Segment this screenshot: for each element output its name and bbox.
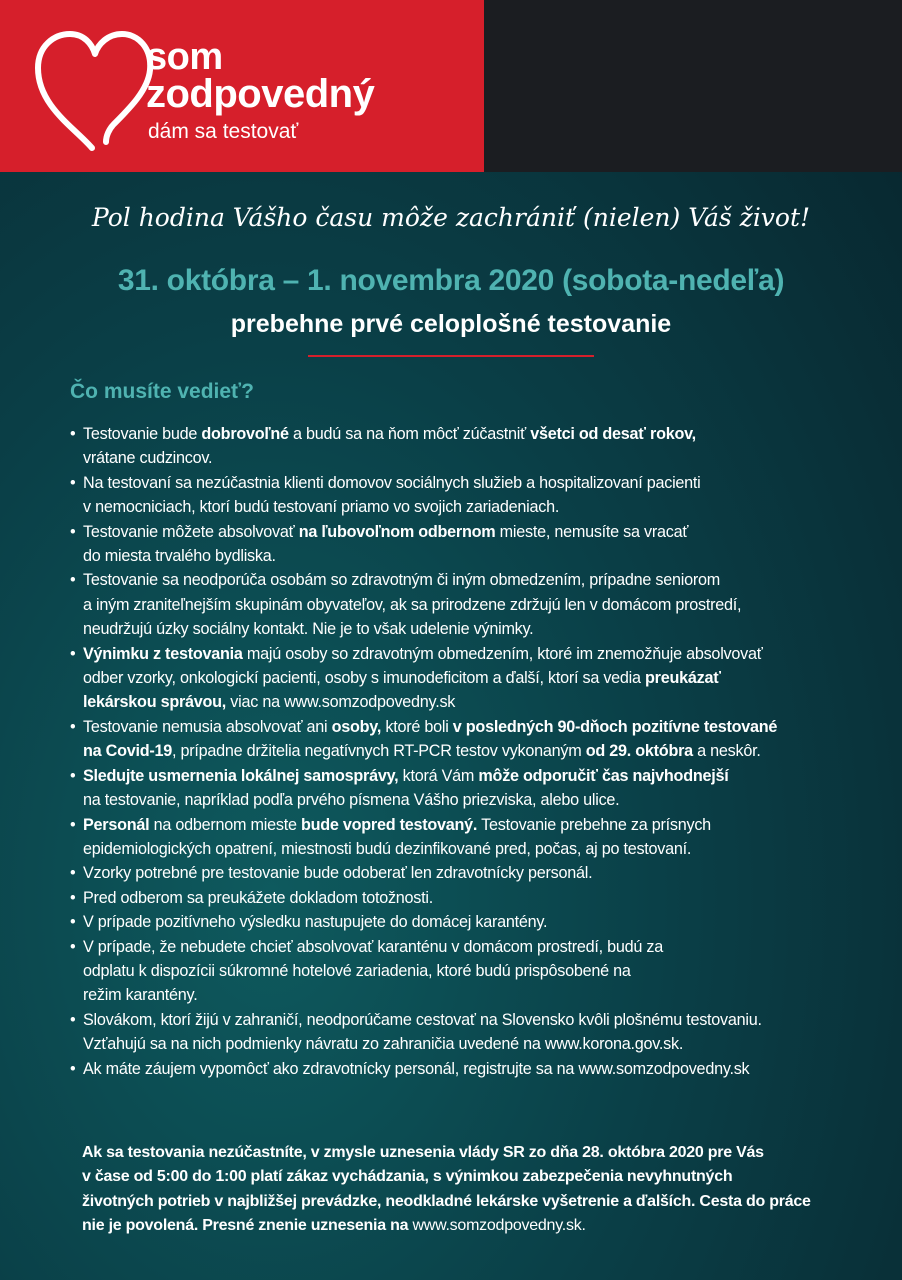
brand-tagline: dám sa testovať	[148, 120, 299, 143]
text-line	[83, 813, 840, 837]
text-run: Testovanie bude	[83, 425, 202, 443]
divider	[308, 355, 594, 357]
slogan: Pol hodina Vášho času môže zachrániť (nielen) Váš život!	[91, 203, 811, 232]
bullet-item	[70, 935, 840, 1008]
text-run: a neskôr.	[692, 742, 761, 761]
text-run: odber vzorky, onkologickí pacienti, osoby s imunodeficitom a ďalší, ktorí sa vedia	[83, 669, 646, 688]
section-heading: Čo musíte vedieť?	[70, 380, 254, 403]
bullet-item	[70, 568, 840, 641]
bold-text: lekárskou správou,	[83, 693, 227, 712]
text-line	[83, 983, 840, 1007]
bold-text: od 29. októbra	[585, 742, 693, 761]
bold-text: na ľubovoľnom odbernom	[298, 522, 496, 541]
text-run: Testovanie sa neodporúča osobám so zdravotným či iným obmedzením, prípadne seniorom	[83, 571, 720, 590]
text-run: režim karantény.	[83, 986, 198, 1005]
text-run: odplatu k dispozícii súkromné hotelové zariadenia, ktoré budú prispôsobené na	[83, 961, 631, 980]
text-run: Slovákom, ktorí žijú v zahraničí, neodporúčame cestovať na Slovensko kvôli plošnému testovaniu.	[83, 1010, 762, 1029]
text-run: , prípadne držitelia negatívnych RT-PCR testov vykonaným	[172, 742, 586, 761]
text-line	[82, 1214, 852, 1238]
text-run: Pred odberom sa preukážete dokladom totožnosti.	[83, 888, 433, 907]
brand-name-line2: zodpovedný	[146, 72, 375, 116]
bullet-item	[70, 764, 840, 813]
text-run: www.somzodpovedny.sk.	[412, 1217, 586, 1235]
bold-text: osoby,	[331, 717, 382, 736]
bullet-item	[70, 520, 840, 569]
text-line	[83, 495, 840, 519]
text-line	[83, 764, 840, 788]
text-line	[83, 1057, 840, 1081]
bold-text: na Covid-19	[83, 742, 173, 761]
text-line	[83, 617, 840, 641]
bullet-item	[70, 471, 840, 520]
bullet-item	[70, 861, 840, 885]
text-run: ktorá Vám	[398, 766, 479, 785]
text-line	[83, 690, 840, 714]
text-line	[82, 1141, 852, 1165]
text-line	[83, 837, 840, 861]
text-run: životných potrieb v najbližšej prevádzke, neodkladné lekárske vyšetrenie a ďalších. Cesta do práce	[82, 1192, 811, 1210]
info-bullet-list	[70, 422, 840, 1081]
text-line	[83, 788, 840, 812]
text-line	[83, 446, 840, 470]
text-line	[83, 1032, 840, 1056]
text-line	[83, 422, 840, 446]
text-run: Vzorky potrebné pre testovanie bude odoberať len zdravotnícky personál.	[83, 864, 593, 883]
text-run: majú osoby so zdravotným obmedzením, ktoré im znemožňuje absolvovať	[242, 644, 763, 663]
text-line	[83, 471, 840, 495]
text-run: Testovanie nemusia absolvovať ani	[83, 717, 332, 736]
text-line	[83, 935, 840, 959]
bullet-item	[70, 1008, 840, 1057]
text-run: nie je povolená. Presné znenie uznesenia na	[82, 1217, 413, 1235]
testing-date: 31. októbra – 1. novembra 2020 (sobota-nedeľa)	[117, 264, 785, 297]
curfew-notice	[82, 1141, 852, 1239]
text-line	[83, 715, 840, 739]
text-line	[83, 959, 840, 983]
text-run: mieste, nemusíte sa vracať	[495, 522, 689, 541]
text-line	[83, 886, 840, 910]
bullet-item	[70, 886, 840, 910]
text-run: Na testovaní sa nezúčastnia klienti domovov sociálnych služieb a hospitalizovaní pacienti	[83, 473, 701, 492]
text-run: ktoré boli	[381, 717, 453, 736]
text-run: do miesta trvalého bydliska.	[83, 547, 276, 566]
text-run: V prípade, že nebudete chcieť absolvovať karanténu v domácom prostredí, budú za	[83, 937, 664, 956]
text-line	[83, 910, 840, 934]
bold-text: všetci od desať rokov,	[530, 425, 696, 443]
text-line	[83, 861, 840, 885]
text-line	[83, 593, 840, 617]
text-run: v čase od 5:00 do 1:00 platí zákaz vychádzania, s výnimkou zabezpečenia nevyhnutných	[82, 1168, 733, 1186]
bold-text: bude vopred testovaný.	[300, 815, 478, 834]
text-run: Vzťahujú sa na nich podmienky návratu zo zahraničia uvedené na www.korona.gov.sk.	[83, 1035, 684, 1054]
bullet-item	[70, 910, 840, 934]
text-line	[83, 666, 840, 690]
text-run: a iným zraniteľnejším skupinám obyvateľov, ak sa prirodzene zdržujú len v domácom prostredí,	[83, 595, 742, 614]
text-run: Testovanie môžete absolvovať	[83, 522, 299, 541]
text-line	[83, 520, 840, 544]
text-line	[83, 568, 840, 592]
bullet-item	[70, 715, 840, 764]
bold-text: preukázať	[645, 669, 721, 688]
text-line	[83, 642, 840, 666]
headline-subtitle: prebehne prvé celoplošné testovanie	[230, 310, 672, 338]
text-run: v nemocniciach, ktorí budú testovaní priamo vo svojich zariadeniach.	[83, 498, 560, 517]
bold-text: dobrovoľné	[201, 425, 289, 443]
bold-text: v posledných 90-dňoch pozitívne testované	[452, 717, 778, 736]
text-run: Ak máte záujem vypomôcť ako zdravotnícky personál, registrujte sa na www.somzodpovedny.sk	[83, 1059, 750, 1078]
text-run: viac na www.somzodpovedny.sk	[226, 693, 456, 712]
bullet-item	[70, 813, 840, 862]
bold-text: Sledujte usmernenia lokálnej samosprávy,	[83, 766, 399, 785]
brand-logo-block	[0, 0, 484, 172]
bold-text: môže odporučiť čas najvhodnejší	[478, 766, 729, 785]
bullet-item	[70, 642, 840, 715]
text-run: epidemiologických opatrení, miestnosti budú dezinfikované pred, počas, aj po testovaní.	[83, 839, 692, 858]
text-run: na testovanie, napríklad podľa prvého písmena Vášho priezviska, alebo ulice.	[83, 791, 620, 810]
text-line	[83, 1008, 840, 1032]
text-run: vrátane cudzincov.	[83, 449, 213, 468]
text-run: Ak sa testovania nezúčastníte, v zmysle uznesenia vlády SR zo dňa 28. októbra 2020 pre Vás	[82, 1144, 764, 1161]
heart-outline-icon	[30, 28, 160, 153]
text-run: a budú sa na ňom môcť zúčastniť	[288, 425, 531, 443]
text-run: na odbernom mieste	[149, 815, 301, 834]
bold-text: Personál	[83, 815, 150, 834]
bullet-item	[70, 1057, 840, 1081]
top-right-dark-panel	[484, 0, 902, 172]
bullet-item	[70, 422, 840, 471]
text-line	[82, 1165, 852, 1189]
text-run: V prípade pozitívneho výsledku nastupujete do domácej karantény.	[83, 913, 548, 932]
text-line	[83, 739, 840, 763]
bold-text: Výnimku z testovania	[83, 644, 243, 663]
brand-name-line1: som	[146, 36, 223, 78]
text-run: Testovanie prebehne za prísnych	[477, 815, 711, 834]
text-run: neudržujú úzky sociálny kontakt. Nie je to však udelenie výnimky.	[83, 620, 534, 639]
text-line	[82, 1190, 852, 1214]
text-line	[83, 544, 840, 568]
